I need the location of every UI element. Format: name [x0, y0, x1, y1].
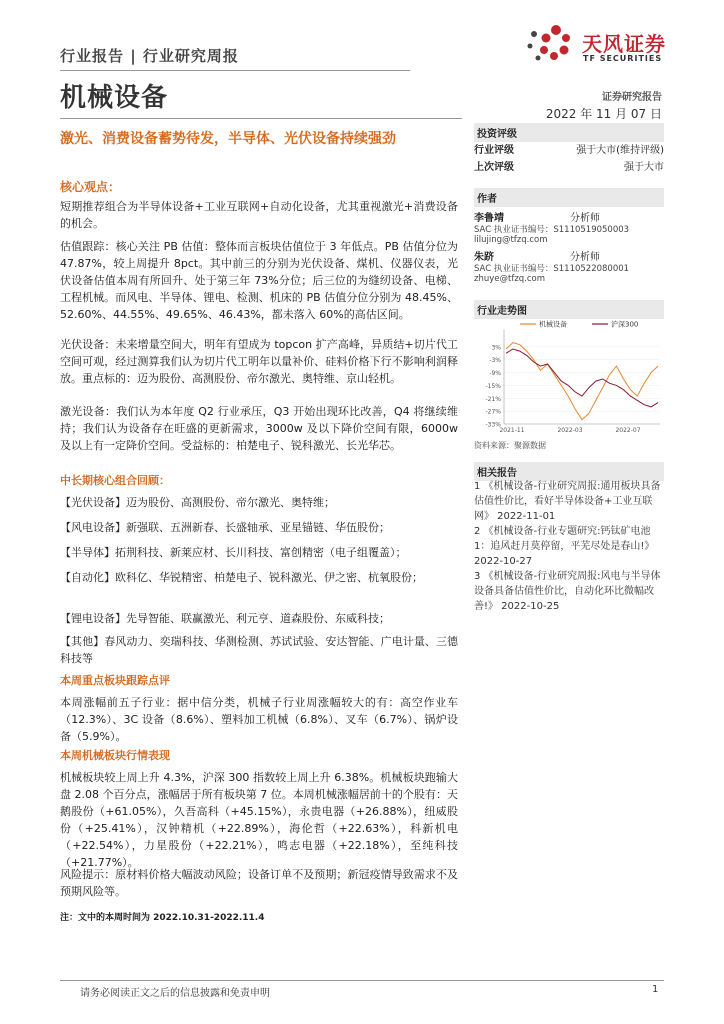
legend-label: 沪深300: [611, 320, 639, 329]
author-email[interactable]: zhuye@tfzq.com: [474, 274, 546, 284]
rating-value: 强于大市(维持评级): [576, 145, 664, 156]
y-tick-label: -27%: [485, 408, 501, 416]
y-tick-label: -3%: [489, 357, 501, 365]
portfolio-lithium: 【锂电设备】先导智能、联赢激光、利元亨、道森股份、东威科技；: [60, 612, 390, 625]
author-sac: SAC 执业证书编号：S1110522080001: [474, 264, 630, 274]
report-headline: 激光、消费设备蓄势待发，半导体、光伏设备持续强劲: [60, 131, 396, 147]
portfolio-wind: 【风电设备】新强联、五洲新春、长盛轴承、亚星锚链、华伍股份；: [60, 521, 390, 534]
rating-section-title: 投资评级: [474, 123, 664, 142]
related-report-link[interactable]: 3 《机械设备-行业研究周报:风电与半导体设备具备估值性价比，自动化环比微幅改善!》 2022-10-25: [474, 571, 661, 612]
y-tick-label: -21%: [485, 395, 501, 403]
author-sac: SAC 执业证书编号：S1110519050003: [474, 225, 630, 235]
paragraph-laser: 激光设备：我们认为本年度 Q2 行业承压，Q3 开始出现环比改善，Q4 将继续维持；我们认为设备存在旺盛的更新需求，3000w 及以下降价空间有限，6000w 及以上有一定降价空间。受益标的：柏楚电子、锐科激光、长光华芯。: [60, 405, 458, 452]
report-category: 行业报告 | 行业研究周报: [60, 47, 239, 65]
page-number: 1: [652, 984, 659, 995]
report-type: 证券研究报告: [602, 92, 662, 103]
author-role: 分析师: [570, 252, 600, 263]
related-report-link[interactable]: 2 《机械设备-行业专题研究:钙钛矿电池 1：追风赶月莫停留，平芜尽处是春山!》 2022-10-27: [474, 526, 655, 567]
author-name: 朱跻: [474, 252, 494, 263]
industry-trend-chart: [474, 318, 664, 438]
related-report-link[interactable]: 1 《机械设备-行业研究周报:通用板块具备估值性价比，看好半导体设备+工业互联网》 2022-11-01: [474, 481, 661, 522]
page-title: 机械设备: [60, 83, 169, 113]
rating-row: [474, 141, 664, 156]
focus-sector-title: 本周重点板块跟踪点评: [60, 674, 170, 687]
header-divider: [60, 70, 410, 71]
paragraph-focus-sector: 本周涨幅前五子行业：据中信分类，机械子行业周涨幅较大的有：高空作业车（12.3%）、3C 设备（8.6%）、塑料加工机械（6.8%）、叉车（6.7%）、锅炉设备（5.9%）。: [60, 696, 458, 743]
paragraph-market: 机械板块较上周上升 4.3%，沪深 300 指数较上周上升 6.38%。机械板块跑输大盘 2.08 个百分点，涨幅居于所有板块第 7 位。本周机械涨幅居前十的个股有：天鹅股份（+61.05%），久吾高科（+45.15%），永贵电器（+26.88%），纽威股份（+25.41%），汉钟精机（+22.89%），海伦哲（+22.63%），科新机电（+22.54%），力星股份（+22.21%），鸣志电器（+22.18%），至纯科技（+21.77%）。: [60, 771, 458, 869]
y-tick-label: -15%: [485, 382, 501, 390]
time-note: 注：文中的本周时间为 2022.10.31-2022.11.4: [60, 913, 265, 923]
portfolio-review-title: 中长期核心组合回顾：: [60, 474, 170, 487]
title-divider: [60, 118, 462, 119]
rating-key: 上次评级: [474, 162, 514, 173]
portfolio-pv: 【光伏设备】迈为股份、高测股份、帝尔激光、奥特维；: [60, 496, 335, 509]
paragraph-valuation: 估值跟踪：核心关注 PB 估值：整体而言板块估值位于 3 年低点。PB 估值分位为 47.87%，较上周提升 8pct。其中前三的分别为光伏设备、煤机、仪器仪表，光伏设备估值本周有所回升、处于第三年 73%分位；后三位的为缝纫设备、电梯、工程机械。而风电、半导体、锂电、检测、机床的 PB 估值分位分别为 48.45%、52.60%、44.55%、49.65%、46.43%，都未落入 60%的高估区间。: [60, 240, 458, 321]
logo-text: 天风证券: [582, 32, 666, 56]
author-email[interactable]: lilujing@tfzq.com: [474, 235, 548, 245]
x-tick-label: 2021-11: [499, 427, 525, 434]
trend-section-title: 行业走势图: [474, 300, 664, 319]
author-role: 分析师: [570, 213, 600, 224]
y-tick-label: -9%: [489, 370, 501, 378]
author-name: 李鲁靖: [474, 213, 504, 224]
core-view-title: 核心观点：: [60, 180, 121, 194]
legend-label: 机械设备: [539, 320, 567, 329]
paragraph-photovoltaic: 光伏设备：未来增量空间大，明年有望成为 topcon 扩产高峰，异质结+切片代工空间可观，经过测算我们认为切片代工明年以量补价、硅料价格下行不影响利润释放。重点标的：迈为股份、高测股份、帝尔激光、奥特维、京山轻机。: [60, 338, 458, 385]
footer-disclaimer: 请务必阅读正文之后的信息披露和免责申明: [80, 988, 270, 999]
author-section-title: 作者: [474, 188, 664, 207]
footer-divider: [60, 980, 664, 981]
x-tick-label: 2022-03: [557, 427, 583, 434]
rating-value: 强于大市: [624, 162, 664, 173]
related-section-title: 相关报告: [474, 462, 664, 481]
paragraph-recommendation: 短期推荐组合为半导体设备+工业互联网+自动化设备，尤其重视激光+消费设备的机会。: [60, 200, 458, 230]
company-logo: [520, 18, 670, 68]
report-date: 2022 年 11 月 07 日: [545, 107, 662, 121]
market-performance-title: 本周机械板块行情表现: [60, 749, 170, 762]
portfolio-automation: 【自动化】欧科亿、华锐精密、柏楚电子、锐科激光、伊之密、杭氧股份；: [60, 571, 423, 584]
portfolio-other: 【其他】春风动力、奕瑞科技、华测检测、苏试试验、安达智能、广电计量、三德科技等: [60, 635, 458, 665]
portfolio-semiconductor: 【半导体】拓荆科技、新莱应材、长川科技、富创精密（电子组覆盖）；: [60, 546, 407, 559]
chart-source: 资料来源：聚源数据: [474, 441, 546, 450]
rating-key: 行业评级: [474, 145, 514, 156]
y-tick-label: -33%: [485, 421, 501, 429]
series-line: [506, 343, 658, 420]
logo-english-text: TF SECURITIES: [583, 54, 663, 63]
flower-logo-icon: [520, 18, 580, 68]
paragraph-risk: 风险提示：原材料价格大幅波动风险；设备订单不及预期；新冠疫情导致需求不及预期风险等。: [60, 868, 458, 898]
rating-row: [474, 158, 664, 173]
y-tick-label: 3%: [491, 344, 501, 352]
x-tick-label: 2022-07: [615, 427, 641, 434]
